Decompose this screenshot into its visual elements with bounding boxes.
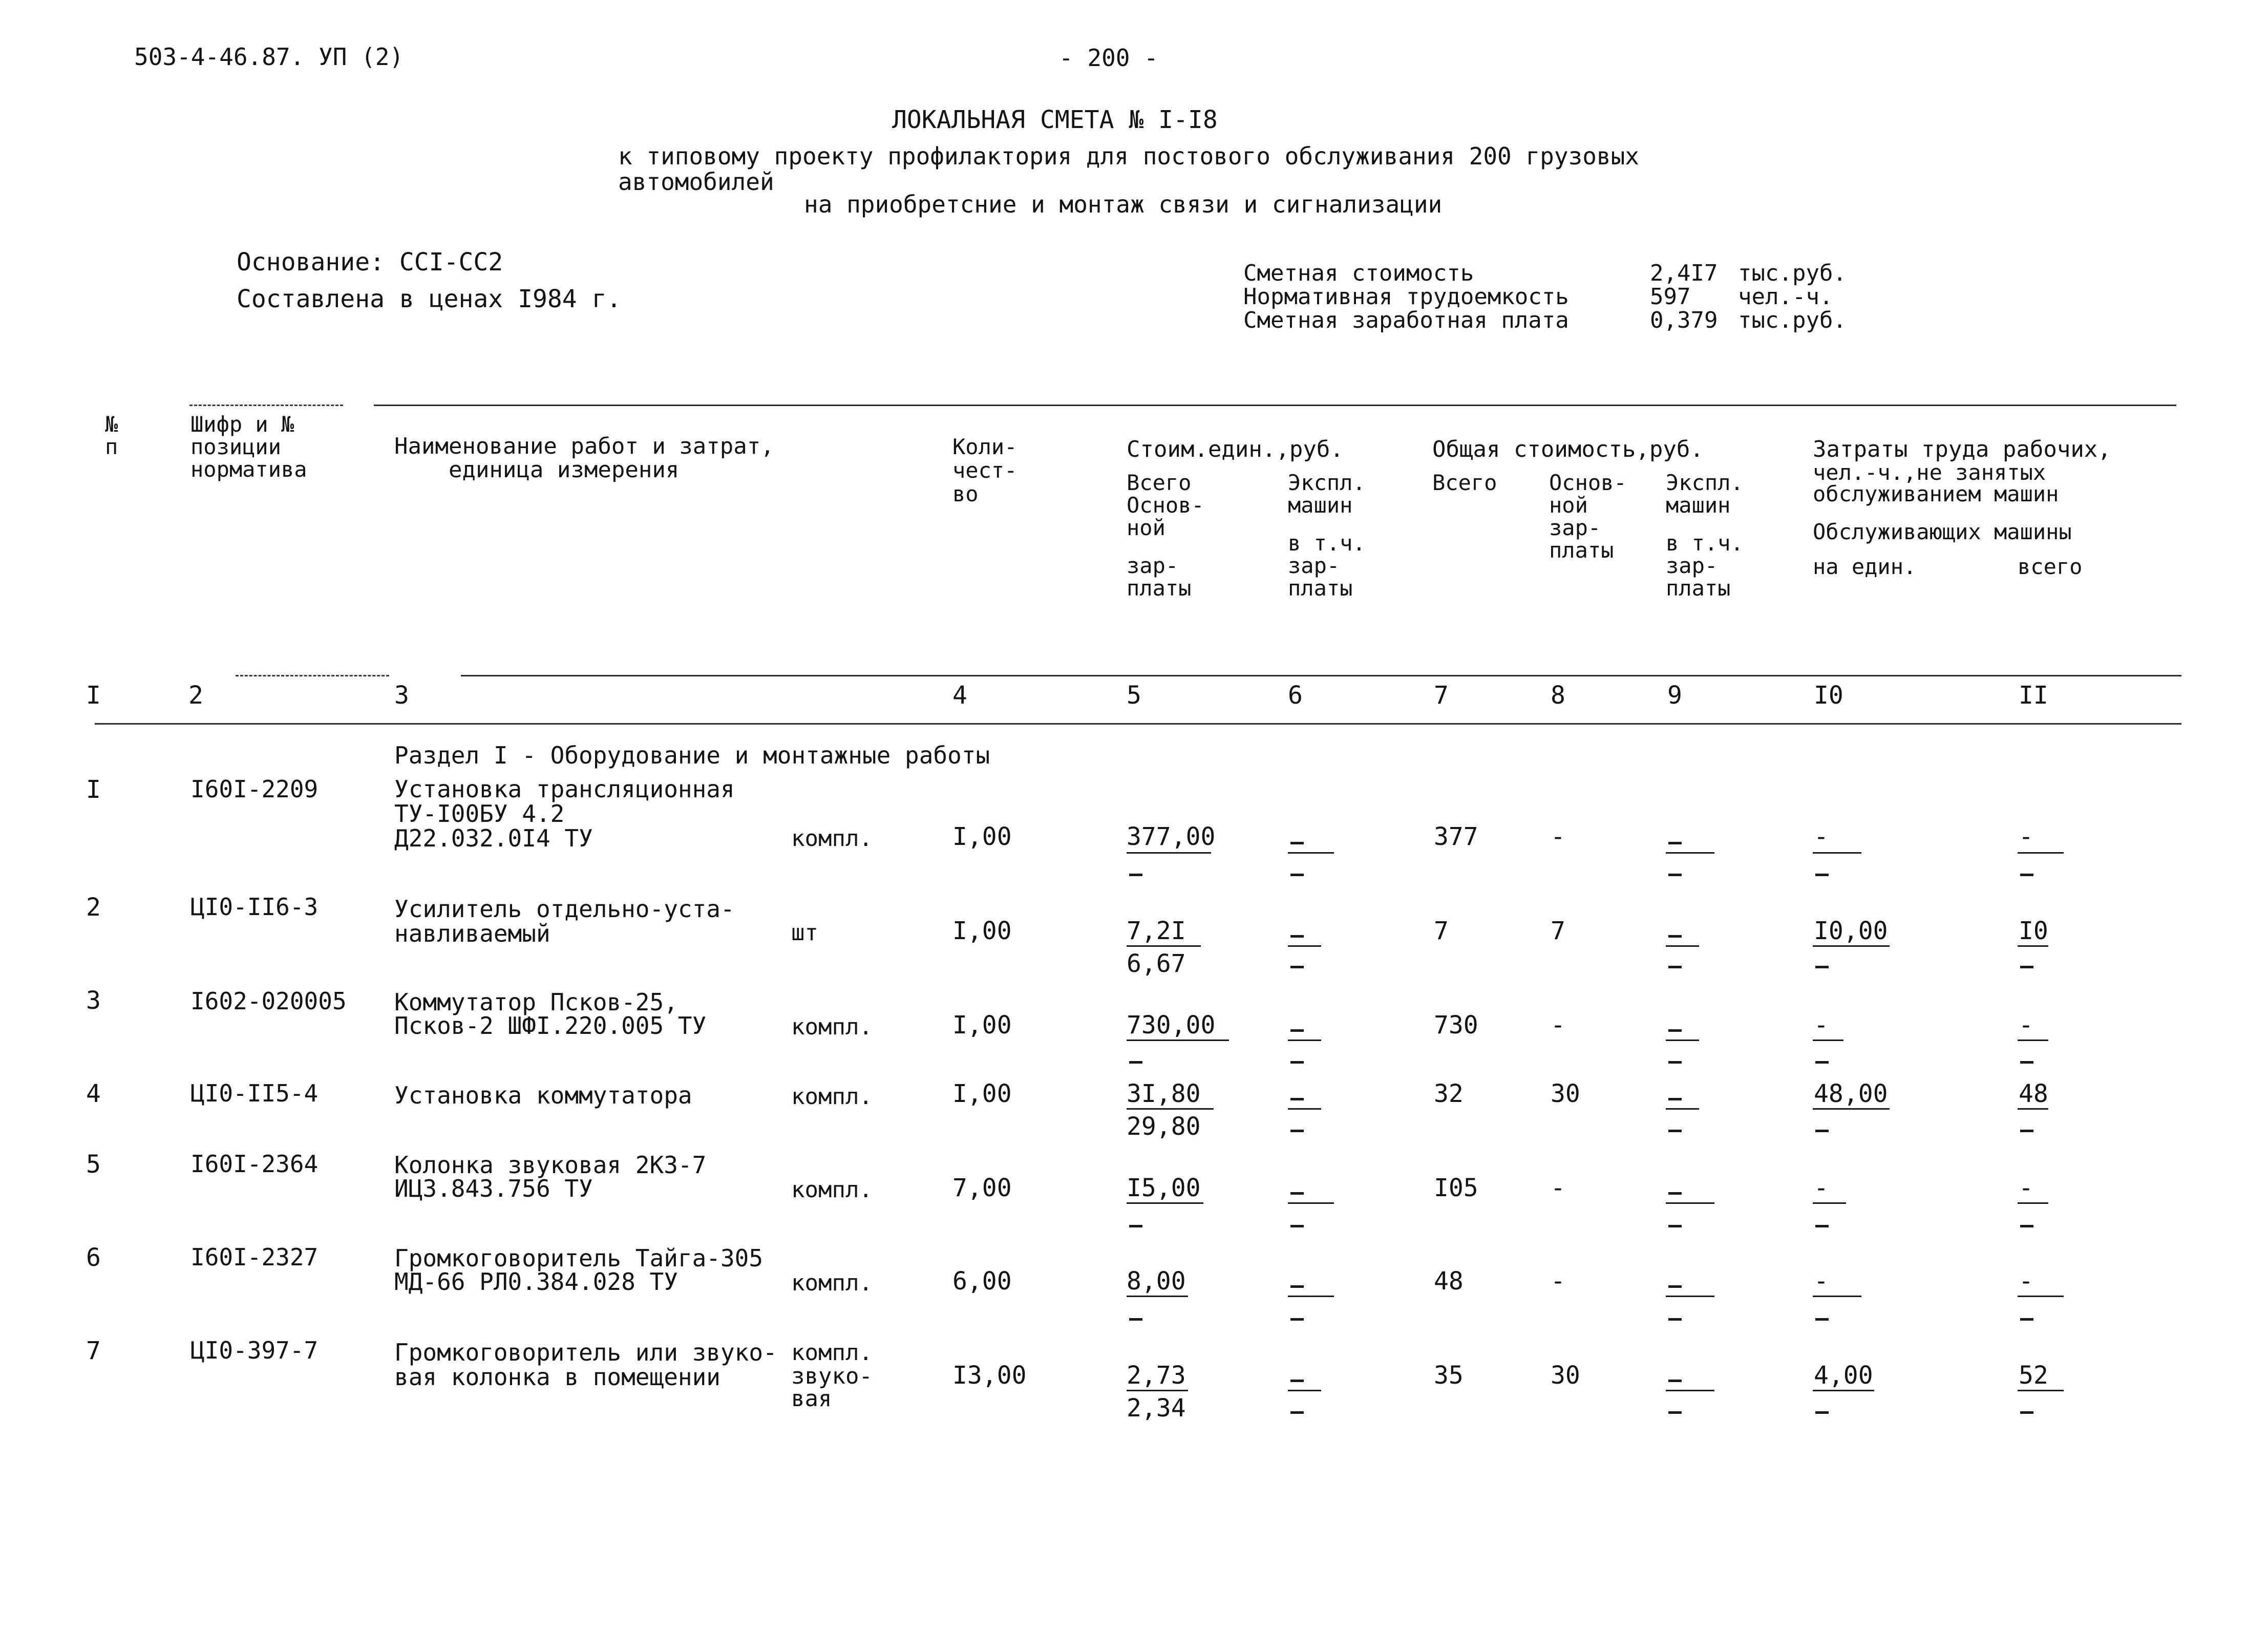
row-number: 7 [86,1337,101,1365]
col8-header-line3: зар- [1549,515,1601,540]
row-labor-unit-dash [1815,1225,1829,1227]
row-unit-total: 8,00 [1127,1267,1186,1296]
row-labor-total: - [2019,1174,2033,1202]
row-labor-unit: 48,00 [1814,1079,1888,1108]
basis-text: Основание: ССI-СС2 [237,248,503,277]
col8-header-line4: платы [1549,538,1614,563]
col8-header-line1: Основ- [1549,470,1627,495]
row-quantity: 7,00 [952,1174,1012,1202]
row-quantity: I3,00 [952,1361,1027,1390]
row-name-line2: ИЦЗ.843.756 ТУ [394,1175,593,1202]
column-number-3: 3 [394,681,409,710]
row-unit-mach-wage-dash [1290,1061,1304,1064]
row-unit-line3: вая [791,1386,832,1412]
row-unit-mach-wage-dash [1290,1225,1304,1227]
row-labor-unit-underline [1813,1108,1890,1110]
row-unit-total-underline [1127,1108,1214,1110]
row-name-line1: Коммутатор Псков-25, [394,988,678,1016]
summary-label-wages: Сметная заработная плата [1243,307,1569,333]
col9-header-line2: машин [1666,493,1731,518]
row-labor-unit: I0,00 [1814,917,1888,945]
row-mach-underline [1666,1108,1699,1110]
col1-header-line1: № [105,412,118,437]
col7-group-header: Общая стоимость,руб. [1432,436,1704,462]
row-wage: - [1551,822,1565,851]
row-labor-unit-underline [1813,1390,1874,1391]
document-title: ЛОКАЛЬНАЯ СМЕТА № I-I8 [892,105,1218,134]
column-number-8: 8 [1551,681,1565,710]
row-unit-line2: звуко- [791,1363,873,1389]
row-unit-wage-dash [1129,1061,1142,1064]
row-total: I05 [1434,1174,1478,1202]
row-number: 5 [86,1150,101,1179]
row-code: I60I-2327 [190,1243,319,1271]
row-name-line2: МД-66 РЛ0.384.028 ТУ [394,1268,678,1296]
row-name-line2: Псков-2 ШФI.220.005 ТУ [394,1012,707,1040]
col6-header-line1: Экспл. [1288,470,1366,495]
row-labor-total-underline [2018,1040,2048,1041]
row-unit-total: 7,2I [1127,917,1186,945]
row-mach-underline [1666,1296,1714,1297]
row-unit-mach-dash [1290,935,1304,938]
row-labor-total: - [2019,822,2033,851]
column-numbers-bottom-rule [95,723,2181,725]
col9-header-line3: в т.ч. [1666,531,1744,556]
row-unit-wage: 2,34 [1127,1394,1186,1423]
row-name-line1: Громкоговоритель Тайга-305 [394,1244,764,1272]
row-wage: - [1551,1174,1565,1202]
col5-header-line5: платы [1127,576,1192,601]
row-code: I60I-2364 [190,1150,319,1178]
row-unit-total-underline [1127,945,1201,947]
row-labor-unit-underline [1813,1296,1861,1297]
summary-unit-labor: чел.-ч. [1738,284,1833,310]
row-code: ЦI0-397-7 [190,1337,319,1364]
row-number: 3 [86,986,101,1015]
col5-header-line3: ной [1127,515,1165,540]
row-mach-underline [1666,1040,1699,1041]
row-labor-total: - [2019,1011,2033,1040]
row-labor-unit-dash [1815,1411,1829,1414]
row-labor-unit-dash [1815,966,1829,968]
col3-header-line1: Наименование работ и затрат, [394,433,774,459]
col9-header-line1: Экспл. [1666,470,1744,495]
row-unit-total: I5,00 [1127,1174,1201,1202]
row-mach-wage-dash [1668,874,1682,876]
row-unit-wage: 29,80 [1127,1112,1201,1141]
row-labor-total-dash [2020,1411,2033,1414]
row-mach-underline [1666,1202,1714,1204]
row-mach-underline [1666,945,1699,947]
row-number: 6 [86,1243,101,1272]
column-number-4: 4 [952,681,967,710]
row-code: I602-020005 [190,987,347,1015]
col4-header-line1: Коли- [952,434,1018,459]
row-code: I60I-2209 [190,775,319,803]
column-number-9: 9 [1667,681,1682,710]
row-unit-mach-dash [1290,842,1304,844]
col2-header-line2: позиции [190,434,282,459]
summary-unit-wages: тыс.руб. [1738,307,1847,333]
row-unit-mach-underline [1288,1040,1321,1041]
row-unit: компл. [791,1084,873,1110]
row-wage: - [1551,1267,1565,1296]
row-name-line2: ТУ-I00БУ 4.2 [394,800,565,828]
row-mach-dash [1668,1380,1682,1382]
row-labor-total-underline [2018,852,2064,854]
row-total: 32 [1434,1079,1464,1108]
col5-group-header: Стоим.един.,руб. [1127,436,1344,462]
row-mach-dash [1668,1029,1682,1032]
row-labor-total-dash [2020,966,2033,968]
col11-header: всего [2018,554,2083,579]
row-labor-unit-underline [1813,1040,1843,1041]
column-number-1: I [86,681,101,710]
row-labor-unit-dash [1815,1130,1829,1132]
row-mach-dash [1668,1098,1682,1100]
row-code: ЦI0-II5-4 [190,1079,319,1107]
section-title: Раздел I - Оборудование и монтажные работы [394,741,990,769]
row-unit-mach-wage-dash [1290,966,1304,968]
row-unit-total: 2,73 [1127,1361,1186,1390]
row-unit-total-underline [1127,852,1211,854]
row-labor-total-underline [2018,1108,2048,1110]
table-top-rule [374,405,2176,406]
row-labor-total-dash [2020,1225,2033,1227]
row-labor-total: 52 [2019,1361,2048,1390]
row-unit-mach-dash [1290,1285,1304,1288]
row-mach-dash [1668,1285,1682,1288]
row-labor-total-dash [2020,1318,2033,1321]
row-unit-mach-wage-dash [1290,1411,1304,1414]
row-total: 48 [1434,1267,1464,1296]
row-unit: компл. [791,1177,873,1203]
row-quantity: I,00 [952,822,1012,851]
row-unit-mach-underline [1288,1390,1321,1391]
row-mach-wage-dash [1668,1318,1682,1321]
row-wage: 30 [1551,1361,1580,1390]
row-name-line1: Громкоговоритель или звуко- [394,1339,777,1366]
row-labor-unit-underline [1813,1202,1846,1204]
row-unit: шт [791,920,818,946]
col8-header-line2: ной [1549,493,1588,518]
row-labor-unit: - [1814,1267,1829,1296]
document-subtitle-line1: к типовому проекту профилактория для постового обслуживания 200 грузовых [618,142,1639,170]
row-unit-line1: компл. [791,1340,873,1366]
row-mach-dash [1668,935,1682,938]
row-name-line1: Усилитель отдельно-уста- [394,895,735,923]
col6-header-line5: платы [1288,576,1353,601]
row-unit-mach-wage-dash [1290,1318,1304,1321]
col10-group-header-line3: обслуживанием машин [1813,481,2059,506]
row-mach-wage-dash [1668,1411,1682,1414]
summary-label-labor: Нормативная трудоемкость [1243,284,1569,310]
col5-header-line4: зар- [1127,553,1179,578]
column-number-11: II [2019,681,2048,710]
row-unit-wage-dash [1129,1225,1142,1227]
row-labor-unit-dash [1815,874,1829,876]
row-code: ЦI0-II6-3 [190,893,319,921]
row-unit-mach-underline [1288,1202,1334,1204]
col6-header-line4: зар- [1288,553,1340,578]
col10-group-header-line2: чел.-ч.,не занятых [1813,460,2046,485]
row-labor-unit: - [1814,1174,1829,1202]
row-labor-unit-underline [1813,945,1890,947]
row-unit-wage-dash [1129,874,1142,876]
col3-header-line2: единица измерения [394,457,680,483]
row-mach-dash [1668,842,1682,844]
row-mach-wage-dash [1668,966,1682,968]
row-unit: компл. [791,1014,873,1040]
document-subtitle-line2: автомобилей [618,168,774,196]
row-wage: - [1551,1011,1565,1040]
row-unit-total-underline [1127,1390,1188,1391]
col7-header-line1: Всего [1432,470,1497,495]
row-unit-mach-dash [1290,1192,1304,1195]
row-number: 4 [86,1079,101,1108]
row-labor-unit: - [1814,1011,1829,1040]
row-unit-mach-dash [1290,1098,1304,1100]
row-name-line2: вая колонка в помещении [394,1363,720,1391]
row-mach-dash [1668,1192,1682,1195]
row-total: 377 [1434,822,1478,851]
col10-header: на един. [1813,554,1917,579]
row-unit: компл. [791,1270,873,1296]
row-name-line1: Установка коммутатора [394,1081,692,1109]
row-mach-underline [1666,1390,1714,1391]
row-labor-total-dash [2020,1061,2033,1064]
row-labor-total: I0 [2019,917,2048,945]
summary-value-cost: 2,4I7 [1650,260,1718,286]
row-unit-total-underline [1127,1202,1203,1204]
col10-group-header-line1: Затраты труда рабочих, [1813,436,2111,462]
row-unit-mach-dash [1290,1380,1304,1382]
row-quantity: I,00 [952,917,1012,945]
column-number-2: 2 [188,681,203,710]
col6-header-line3: в т.ч. [1288,531,1366,556]
row-total: 730 [1434,1011,1478,1040]
row-labor-unit-underline [1813,852,1861,854]
column-numbers-top-rule [461,675,2181,676]
row-mach-wage-dash [1668,1225,1682,1227]
column-number-7: 7 [1434,681,1449,710]
row-quantity: I,00 [952,1011,1012,1040]
row-name-line2: навливаемый [394,920,550,947]
col6-header-line2: машин [1288,493,1353,518]
column-numbers-top-rule-left [236,675,389,676]
row-unit-total: 377,00 [1127,822,1216,851]
row-unit-mach-wage-dash [1290,1130,1304,1132]
row-labor-total: - [2019,1267,2033,1296]
col9-header-line4: зар- [1666,553,1718,578]
row-labor-total-underline [2018,1390,2064,1391]
row-wage: 7 [1551,917,1565,945]
row-labor-total-underline [2018,1296,2064,1297]
row-quantity: 6,00 [952,1267,1012,1296]
row-unit-total: 3I,80 [1127,1079,1201,1108]
col4-header-line3: во [952,481,979,506]
row-labor-unit: - [1814,822,1829,851]
row-unit-total-underline [1127,1296,1188,1297]
row-labor-total-underline [2018,1202,2048,1204]
col4-header-line2: чест- [952,458,1018,483]
document-code: 503-4-46.87. УП (2) [134,43,404,71]
col5-header-line2: Основ- [1127,493,1204,518]
row-quantity: I,00 [952,1079,1012,1108]
row-unit-wage: 6,67 [1127,949,1186,978]
row-labor-total: 48 [2019,1079,2048,1108]
row-name-line1: Установка трансляционная [394,775,735,803]
summary-label-cost: Сметная стоимость [1243,260,1474,286]
row-name-line3: Д22.032.0I4 ТУ [394,824,593,852]
table-top-rule-left [189,405,343,406]
row-mach-underline [1666,852,1714,854]
row-total: 7 [1434,917,1449,945]
col9-header-line5: платы [1666,576,1731,601]
row-name-line1: Колонка звуковая 2КЗ-7 [394,1151,707,1179]
summary-unit-cost: тыс.руб. [1738,260,1847,286]
row-unit-total: 730,00 [1127,1011,1216,1040]
document-subtitle-line3: на приобретсние и монтаж связи и сигнализации [804,190,1443,218]
row-labor-unit: 4,00 [1814,1361,1873,1390]
col2-header-line3: норматива [190,457,307,482]
price-year-text: Составлена в ценах I984 г. [237,285,622,313]
column-number-6: 6 [1288,681,1303,710]
row-unit-mach-wage-dash [1290,874,1304,876]
row-unit-wage-dash [1129,1318,1142,1321]
col5-header-line1: Всего [1127,470,1192,495]
summary-value-wages: 0,379 [1650,307,1718,333]
row-labor-unit-dash [1815,1061,1829,1064]
row-labor-total-underline [2018,945,2048,947]
row-unit-mach-underline [1288,945,1321,947]
summary-value-labor: 597 [1650,284,1691,310]
row-labor-total-dash [2020,1130,2033,1132]
row-labor-unit-dash [1815,1318,1829,1321]
row-number: I [86,775,101,804]
row-total: 35 [1434,1361,1464,1390]
column-number-5: 5 [1127,681,1141,710]
row-mach-wage-dash [1668,1061,1682,1064]
row-unit-mach-underline [1288,1296,1334,1297]
row-unit-mach-dash [1290,1029,1304,1032]
col1-header-line2: п [105,434,118,459]
row-labor-total-dash [2020,874,2033,876]
row-unit-mach-underline [1288,1108,1321,1110]
row-unit-mach-underline [1288,852,1334,854]
row-number: 2 [86,893,101,922]
col2-header-line1: Шифр и № [190,412,294,437]
col10-subgroup-header: Обслуживающих машины [1813,519,2072,544]
row-unit: компл. [791,825,873,852]
page-number: - 200 - [1059,44,1158,72]
row-mach-wage-dash [1668,1130,1682,1132]
column-number-10: I0 [1814,681,1843,710]
row-unit-total-underline [1127,1040,1229,1041]
row-wage: 30 [1551,1079,1580,1108]
